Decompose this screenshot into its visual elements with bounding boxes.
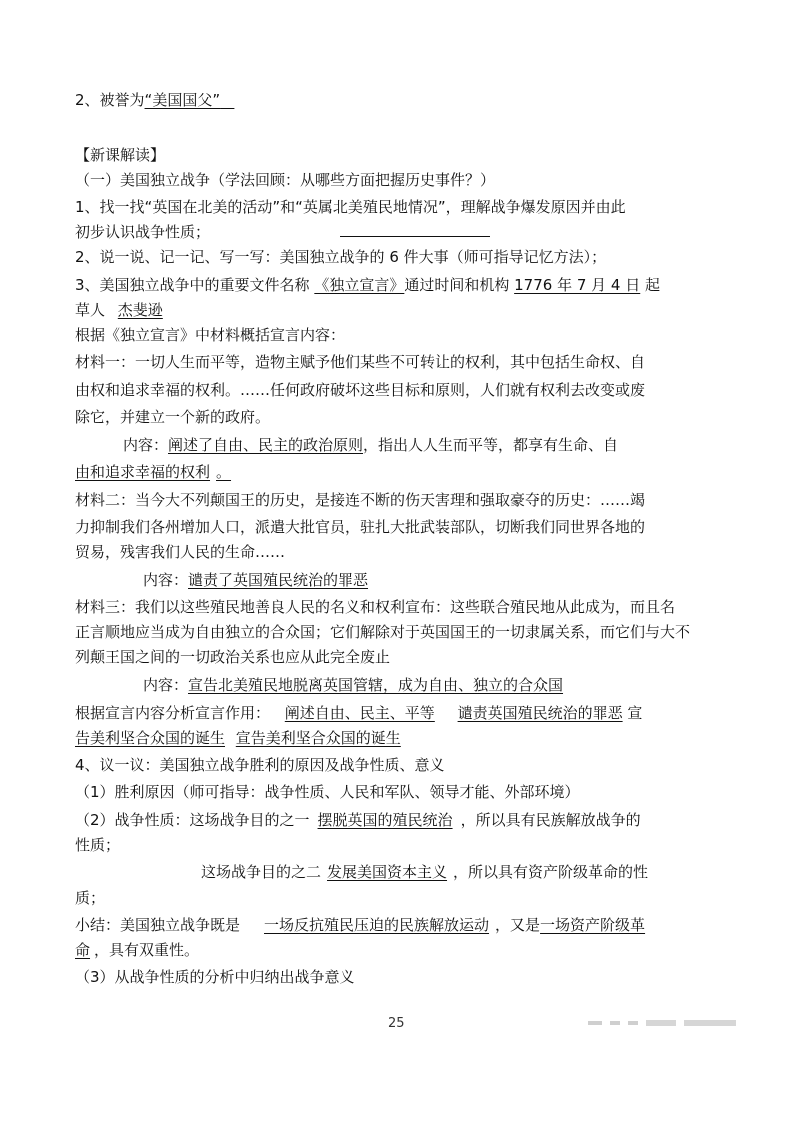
question-1-line-1: 1、找一找“英国在北美的活动”和“英属北美殖民地情况”，理解战争爆发原因并由此	[75, 198, 626, 216]
text: 这场战争目的之二	[201, 863, 322, 881]
text: （2）战争性质：这场战争目的之一	[75, 811, 310, 829]
footer-watermark	[588, 1018, 738, 1031]
answer-effect-2: 谴责英国殖民统治的罪恶	[457, 704, 623, 722]
declaration-effect-line-2	[75, 728, 740, 748]
question-3-line-1	[75, 275, 740, 295]
summary-line-1	[75, 915, 740, 935]
war-nature-line-3	[75, 862, 740, 882]
text: 初步认识战争性质；	[75, 223, 211, 241]
content-label: 内容：	[123, 436, 169, 454]
answer-material-1-cont: 由和追求幸福的权利	[75, 463, 211, 481]
text: 根据宣言内容分析宣言作用：	[75, 704, 271, 722]
material-2-line-3: 贸易，残害我们人民的生命……	[75, 543, 286, 561]
war-nature-line-4: 质；	[75, 889, 106, 907]
answer-effect-1: 阐述自由、民主、平等	[284, 704, 435, 722]
text: ，又是	[495, 916, 541, 934]
answer-effect-4: 宣告美利坚合众国的诞生	[235, 729, 401, 747]
question-4: 4、议一议：美国独立战争胜利的原因及战争性质、意义	[75, 756, 445, 774]
answer-material-1: 阐述了自由、民主的政治原则	[168, 436, 364, 454]
answer-date: 1776 年 7 月 4 日	[514, 276, 641, 294]
subsection-title: （一）美国独立战争（学法回顾：从哪些方面把握历史事件？）	[75, 171, 496, 189]
answer-summary-1: 一场反抗殖民压迫的民族解放运动	[264, 916, 490, 934]
answer-blank	[340, 222, 490, 237]
material-2-content	[75, 570, 740, 590]
answer-document-name: 《独立宣言》	[314, 276, 405, 294]
material-3-line-1: 材料三：我们以这些殖民地善良人民的名义和权利宣布：这些联合殖民地从此成为，而且名	[75, 598, 676, 616]
text: 。	[216, 463, 232, 481]
text: 2、被誉为	[75, 91, 145, 109]
answer-nature-1: 摆脱英国的殖民统治	[317, 811, 453, 829]
section-header: 【新课解读】	[75, 146, 166, 164]
material-1-content-cont	[75, 462, 740, 482]
answer-material-3: 宣告北美殖民地脱离英国管辖，成为自由、独立的合众国	[188, 676, 564, 694]
line-founding-father	[75, 90, 740, 110]
content-label: 内容：	[143, 676, 189, 694]
summary-line-2	[75, 940, 740, 960]
text: 起	[645, 276, 661, 294]
answer-founding-father: “美国国父”	[144, 91, 221, 109]
answer-summary-2-cont: 命	[75, 941, 91, 959]
declaration-effect-line-1	[75, 703, 740, 723]
war-meaning: （3）从战争性质的分析中归纳出战争意义	[75, 968, 355, 986]
answer-nature-2: 发展美国资本主义	[327, 863, 448, 881]
material-1-line-2: 由权和追求幸福的权利。……任何政府破坏这些目标和原则，人们就有权利去改变或废	[75, 381, 646, 399]
text: 3、美国独立战争中的重要文件名称	[75, 276, 310, 294]
text: ，所以具有民族解放战争的	[460, 811, 641, 829]
text: ，指出人人生而平等，都享有生命、自	[363, 436, 619, 454]
question-3-line-2	[75, 300, 740, 320]
war-nature-line-1	[75, 810, 740, 830]
text: 小结：美国独立战争既是	[75, 916, 241, 934]
question-1-line-2	[75, 222, 740, 242]
material-2-line-2: 力抑制我们各州增加人口，派遣大批官员，驻扎大批武装部队，切断我们同世界各地的	[75, 518, 646, 536]
declaration-intro: 根据《独立宣言》中材料概括宣言内容：	[75, 326, 346, 344]
material-2-line-1: 材料二：当今大不列颠国王的历史，是接连不断的伤天害理和强取豪夺的历史：……竭	[75, 491, 646, 509]
text: ，所以具有资产阶级革命的性	[453, 863, 649, 881]
material-3-line-3: 列颠王国之间的一切政治关系也应从此完全废止	[75, 648, 391, 666]
text: 宣	[627, 704, 643, 722]
text: 草人	[75, 301, 106, 319]
material-1-line-3: 除它，并建立一个新的政府。	[75, 408, 271, 426]
material-3-line-2: 正言顺地应当成为自由独立的合众国；它们解除对于英国国王的一切隶属关系，而它们与大不	[75, 623, 691, 641]
material-1-content	[75, 435, 740, 455]
question-2: 2、说一说、记一记、写一写：美国独立战争的 6 件大事（师可指导记忆方法）；	[75, 248, 607, 266]
answer-effect-3: 告美利坚合众国的诞生	[75, 729, 226, 747]
war-nature-line-2: 性质；	[75, 836, 121, 854]
answer-underline-tail	[220, 91, 234, 109]
answer-drafter: 杰斐逊	[117, 301, 163, 319]
content-label: 内容：	[143, 571, 189, 589]
material-3-content	[75, 675, 740, 695]
answer-material-2: 谴责了英国殖民统治的罪恶	[188, 571, 369, 589]
material-1-line-1: 材料一：一切人生而平等，造物主赋予他们某些不可转让的权利，其中包括生命权、自	[75, 353, 646, 371]
page-number: 25	[388, 1016, 405, 1031]
text: ，具有双重性。	[94, 941, 200, 959]
victory-reasons: （1）胜利原因（师可指导：战争性质、人民和军队、领导才能、外部环境）	[75, 783, 580, 801]
faded-footer-text	[588, 1018, 738, 1028]
answer-summary-2: 一场资产阶级革	[540, 916, 646, 934]
text: 通过时间和机构	[404, 276, 510, 294]
